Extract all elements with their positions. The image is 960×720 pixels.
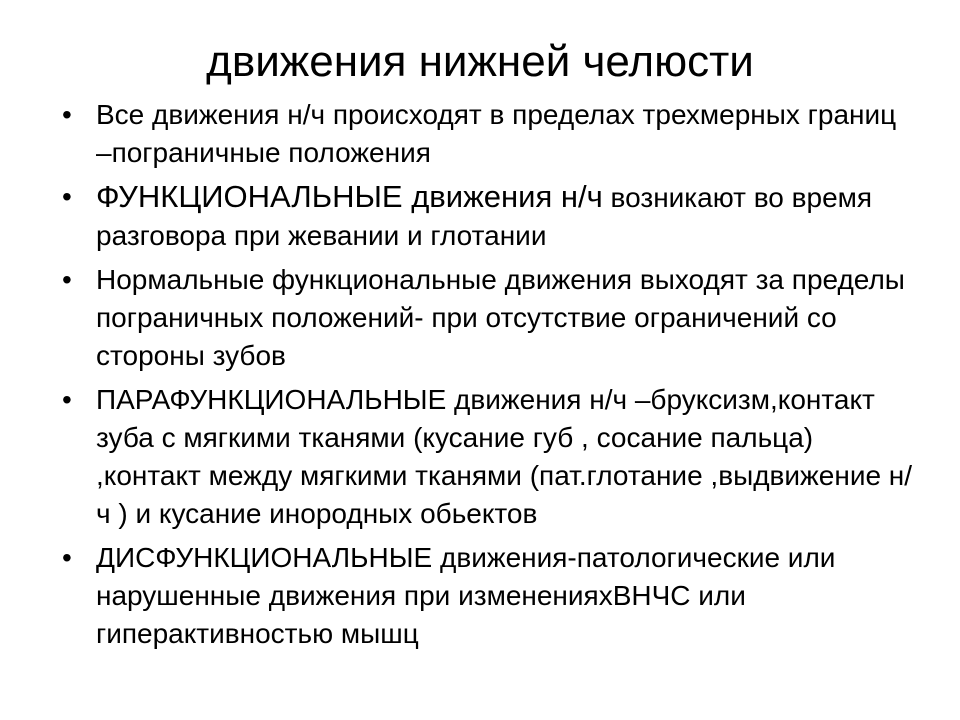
bullet-text: Все движения н/ч происходят в пределах трехмерных границ –пограничные положения bbox=[96, 99, 897, 168]
bullet-icon: • bbox=[62, 99, 72, 130]
bullet-item bbox=[58, 381, 918, 533]
bullet-text: ДИСФУНКЦИОНАЛЬНЫЕ движения-патологические или нарушенные движения при измененияхВНЧС или гиперактивностью мышц bbox=[96, 542, 836, 649]
bullet-text: возникают во время разговора при жевании и глотании bbox=[96, 182, 873, 251]
bullet-icon: • bbox=[62, 542, 72, 573]
slide-title: движения нижней челюсти bbox=[206, 37, 754, 86]
bullet-item bbox=[58, 539, 918, 653]
bullet-text: ПАРАФУНКЦИОНАЛЬНЫЕ движения н/ч –бруксизм,контакт зуба с мягкими тканями (кусание губ , сосание пальца) ,контакт между мягкими тканями (пат.глотание ,выдвижение н/ч ) и кусание инородных обьектов bbox=[96, 384, 913, 529]
bullet-icon: • bbox=[62, 181, 72, 212]
bullet-item bbox=[58, 96, 918, 172]
bullet-item bbox=[58, 178, 918, 255]
bullet-text: Нормальные функциональные движения выходят за пределы пограничных положений- при отсутствие ограничений со стороны зубов bbox=[96, 264, 905, 371]
bullet-list bbox=[58, 96, 918, 659]
bullet-icon: • bbox=[62, 264, 72, 295]
bullet-item bbox=[58, 261, 918, 375]
bullet-lead-text: ФУНКЦИОНАЛЬНЫЕ движения н/ч bbox=[96, 179, 603, 214]
bullet-icon: • bbox=[62, 384, 72, 415]
